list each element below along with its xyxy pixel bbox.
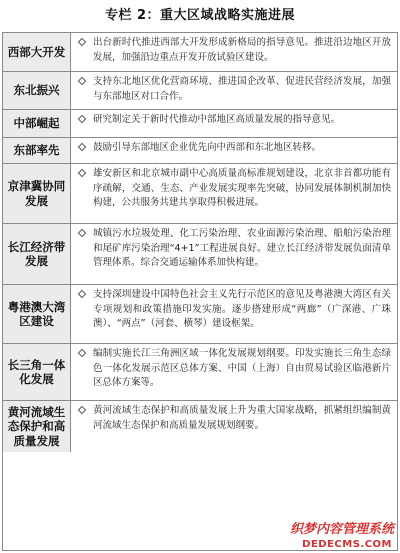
row-label: 东北振兴: [3, 72, 71, 110]
diamond-bullet-icon: [78, 290, 86, 298]
row-content: [71, 164, 397, 224]
row-content: [71, 344, 397, 401]
diamond-bullet-icon: [78, 406, 86, 414]
row-content-text: 支持东北地区优化营商环境、推进国企改革、促进民营经济发展，加强与东部地区对口合作。: [93, 76, 391, 102]
diamond-bullet-icon: [78, 77, 86, 85]
diamond-bullet-icon: [78, 38, 86, 46]
watermark-logo-text: 织梦内容管理系统: [289, 522, 394, 537]
row-content: [71, 224, 397, 285]
diamond-bullet-icon: [78, 115, 86, 123]
row-label: 长三角一体化发展: [3, 344, 71, 401]
row-content-text: 编制实施长江三角洲区域一体化发展规划纲要。印发实施长三角生态绿色一体化发展示范区总体方案、中国（上海）自由贸易试验区临港新片区总体方案等。: [93, 348, 391, 388]
row-content: [71, 110, 397, 138]
watermark-site-text: DEDECMS.COM: [302, 539, 392, 550]
row-label: 粤港澳大湾区建设: [3, 285, 71, 344]
row-label: 长江经济带发展: [3, 224, 71, 285]
strategy-table: [2, 32, 398, 551]
row-content-text: 黄河流域生态保护和高质量发展上升为重大国家战略，抓紧组织编制黄河流域生态保护和高质量发展规划纲要。: [93, 405, 391, 431]
row-content: [71, 138, 397, 164]
row-label: 东部率先: [3, 138, 71, 164]
row-content-text: 出台新时代推进西部大开发形成新格局的指导意见。推进沿边地区开放发展，加强沿边重点开发开放试验区建设。: [93, 37, 391, 63]
diamond-bullet-icon: [78, 169, 86, 177]
row-content-text: 鼓励引导东部地区企业优先向中西部和东北地区转移。: [93, 142, 322, 153]
row-content-text: 城镇污水垃圾处理、化工污染治理、农业面源污染治理、船舶污染治理和尾矿库污染治理“4+1”工程进展良好。建立长江经济带发展负面清单管理体系。综合交通运输体系加快构建。: [93, 228, 391, 268]
row-content-text: 支持深圳建设中国特色社会主义先行示范区的意见及粤港澳大湾区有关专项规划和政策措施印发实施。逐步搭建形成“两廊”（广深港、广珠澳）、“两点”（河套、横琴）建设框架。: [93, 289, 391, 329]
row-content: [71, 401, 397, 452]
row-label: 西部大开发: [3, 33, 71, 72]
row-label: 黄河流域生态保护和高质量发展: [3, 401, 71, 452]
page-title: 专栏 2：重大区域战略实施进展: [104, 8, 296, 23]
row-content-text: 雄安新区和北京城市副中心高质量高标准规划建设，北京非首都功能有序疏解，交通、生态、产业发展实现率先突破，协同发展体制机制加快构建，公共服务共建共享取得积极进展。: [93, 168, 391, 208]
diamond-bullet-icon: [78, 143, 86, 151]
row-content: [71, 33, 397, 72]
row-label: 中部崛起: [3, 110, 71, 138]
row-content: [71, 285, 397, 344]
row-content-text: 研究制定关于新时代推动中部地区高质量发展的指导意见。: [93, 114, 341, 125]
diamond-bullet-icon: [78, 229, 86, 237]
diamond-bullet-icon: [78, 349, 86, 357]
row-content: [71, 72, 397, 110]
row-label: 京津冀协同发展: [3, 164, 71, 224]
